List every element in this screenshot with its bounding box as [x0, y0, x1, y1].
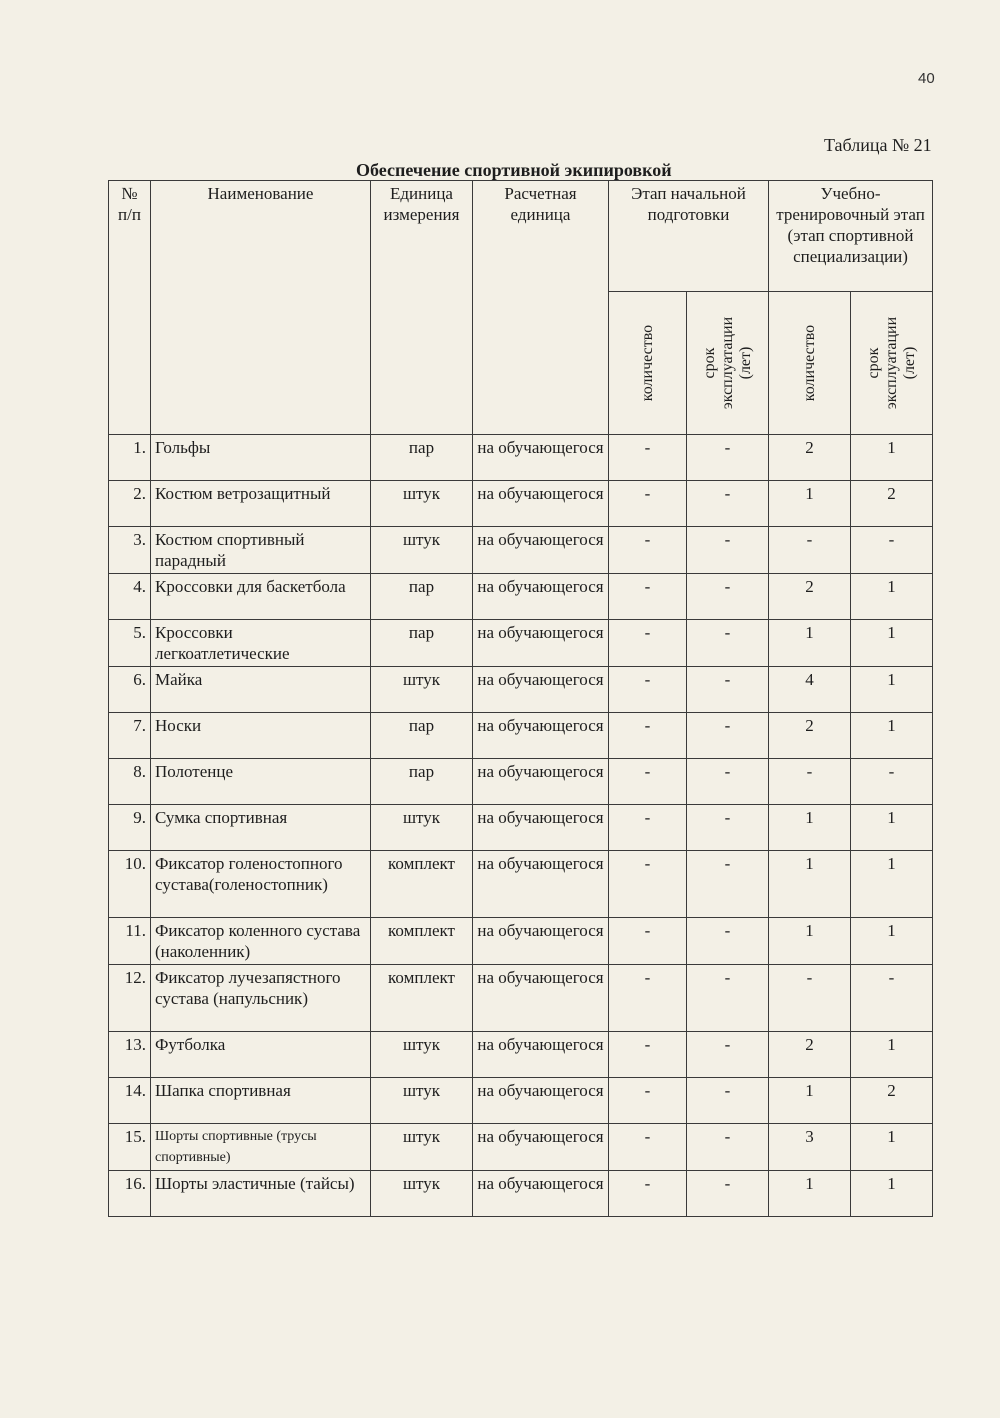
- row-name: Носки: [151, 713, 371, 759]
- table-body: [109, 435, 933, 1217]
- row-quantity-training: 3: [769, 1124, 851, 1171]
- header-unit: Единица измерения: [371, 181, 473, 435]
- row-name: Кроссовки для баскетбола: [151, 574, 371, 620]
- row-calc-unit: на обучающегося: [473, 965, 609, 1032]
- row-service-life-initial: -: [687, 667, 769, 713]
- row-number: 13.: [109, 1032, 151, 1078]
- table-title: Обеспечение спортивной экипировкой: [356, 160, 672, 180]
- row-name: Гольфы: [151, 435, 371, 481]
- table-row: [109, 759, 933, 805]
- row-unit: штук: [371, 481, 473, 527]
- row-service-life-training: -: [851, 527, 933, 574]
- row-service-life-initial: -: [687, 1124, 769, 1171]
- row-quantity-initial: -: [609, 759, 687, 805]
- row-name: Костюм ветрозащитный: [151, 481, 371, 527]
- row-quantity-training: 1: [769, 918, 851, 965]
- row-unit: штук: [371, 1124, 473, 1171]
- row-service-life-initial: -: [687, 481, 769, 527]
- table-row: [109, 713, 933, 759]
- table-row: [109, 574, 933, 620]
- row-quantity-initial: -: [609, 918, 687, 965]
- row-service-life-training: 1: [851, 620, 933, 667]
- row-quantity-training: 2: [769, 1032, 851, 1078]
- row-quantity-training: 1: [769, 1171, 851, 1217]
- row-unit: пар: [371, 713, 473, 759]
- row-quantity-training: -: [769, 527, 851, 574]
- row-quantity-initial: -: [609, 1032, 687, 1078]
- row-unit: штук: [371, 667, 473, 713]
- row-quantity-training: 2: [769, 713, 851, 759]
- header-stage-training: Учебно-тренировочный этап (этап спортивной специализации): [769, 181, 933, 292]
- row-calc-unit: на обучающегося: [473, 1078, 609, 1124]
- table-row: [109, 527, 933, 574]
- row-number: 14.: [109, 1078, 151, 1124]
- row-number: 1.: [109, 435, 151, 481]
- row-service-life-training: 1: [851, 574, 933, 620]
- table-caption: Таблица № 21: [824, 135, 932, 155]
- row-quantity-initial: -: [609, 667, 687, 713]
- row-service-life-initial: -: [687, 1171, 769, 1217]
- row-calc-unit: на обучающегося: [473, 527, 609, 574]
- row-name: Шорты эластичные (тайсы): [151, 1171, 371, 1217]
- row-calc-unit: на обучающегося: [473, 918, 609, 965]
- row-unit: штук: [371, 527, 473, 574]
- table-row: [109, 918, 933, 965]
- row-service-life-training: -: [851, 965, 933, 1032]
- row-quantity-training: 2: [769, 435, 851, 481]
- row-service-life-training: 1: [851, 1124, 933, 1171]
- row-quantity-training: 1: [769, 481, 851, 527]
- row-name: Сумка спортивная: [151, 805, 371, 851]
- row-service-life-training: 1: [851, 805, 933, 851]
- table-row: [109, 481, 933, 527]
- header-num: № п/п: [109, 181, 151, 435]
- row-service-life-initial: -: [687, 620, 769, 667]
- row-number: 2.: [109, 481, 151, 527]
- row-service-life-training: 1: [851, 435, 933, 481]
- row-quantity-training: 1: [769, 805, 851, 851]
- row-number: 4.: [109, 574, 151, 620]
- row-number: 8.: [109, 759, 151, 805]
- row-name: Футболка: [151, 1032, 371, 1078]
- row-service-life-training: 1: [851, 851, 933, 918]
- row-number: 10.: [109, 851, 151, 918]
- row-calc-unit: на обучающегося: [473, 759, 609, 805]
- row-quantity-initial: -: [609, 435, 687, 481]
- row-name: Полотенце: [151, 759, 371, 805]
- row-service-life-initial: -: [687, 759, 769, 805]
- row-service-life-training: 1: [851, 713, 933, 759]
- equipment-table: [108, 180, 933, 1217]
- row-service-life-initial: -: [687, 1032, 769, 1078]
- row-name: Фиксатор голеностопного сустава(голеностопник): [151, 851, 371, 918]
- row-unit: комплект: [371, 918, 473, 965]
- page-number: 40: [918, 70, 935, 87]
- header-quantity-1: количество: [609, 292, 687, 435]
- row-number: 16.: [109, 1171, 151, 1217]
- row-calc-unit: на обучающегося: [473, 620, 609, 667]
- row-calc-unit: на обучающегося: [473, 574, 609, 620]
- row-calc-unit: на обучающегося: [473, 713, 609, 759]
- row-calc-unit: на обучающегося: [473, 851, 609, 918]
- row-unit: пар: [371, 759, 473, 805]
- table-row: [109, 1032, 933, 1078]
- row-calc-unit: на обучающегося: [473, 435, 609, 481]
- header-service-life-2: срок эксплуатации (лет): [851, 292, 933, 435]
- row-number: 11.: [109, 918, 151, 965]
- table-row: [109, 435, 933, 481]
- row-service-life-training: 2: [851, 481, 933, 527]
- row-service-life-initial: -: [687, 805, 769, 851]
- row-quantity-initial: -: [609, 965, 687, 1032]
- header-stage-initial: Этап начальной подготовки: [609, 181, 769, 292]
- row-calc-unit: на обучающегося: [473, 1124, 609, 1171]
- row-unit: комплект: [371, 965, 473, 1032]
- row-name: Шорты спортивные (трусы спортивные): [151, 1124, 371, 1171]
- row-quantity-training: 1: [769, 1078, 851, 1124]
- row-service-life-initial: -: [687, 918, 769, 965]
- row-service-life-training: 1: [851, 918, 933, 965]
- row-quantity-training: -: [769, 759, 851, 805]
- row-quantity-initial: -: [609, 1078, 687, 1124]
- table-row: [109, 620, 933, 667]
- row-service-life-initial: -: [687, 527, 769, 574]
- row-service-life-initial: -: [687, 713, 769, 759]
- row-number: 6.: [109, 667, 151, 713]
- row-unit: штук: [371, 1171, 473, 1217]
- row-number: 9.: [109, 805, 151, 851]
- row-service-life-initial: -: [687, 1078, 769, 1124]
- row-service-life-training: 1: [851, 1032, 933, 1078]
- row-unit: штук: [371, 805, 473, 851]
- row-quantity-initial: -: [609, 527, 687, 574]
- row-quantity-training: 4: [769, 667, 851, 713]
- row-unit: штук: [371, 1078, 473, 1124]
- row-name: Фиксатор лучезапястного сустава (напульсник): [151, 965, 371, 1032]
- row-quantity-initial: -: [609, 1124, 687, 1171]
- header-service-life-1: срок эксплуатации (лет): [687, 292, 769, 435]
- row-number: 12.: [109, 965, 151, 1032]
- row-quantity-training: 1: [769, 620, 851, 667]
- row-quantity-training: 1: [769, 851, 851, 918]
- row-quantity-training: -: [769, 965, 851, 1032]
- row-number: 3.: [109, 527, 151, 574]
- row-number: 5.: [109, 620, 151, 667]
- row-quantity-initial: -: [609, 805, 687, 851]
- row-service-life-training: -: [851, 759, 933, 805]
- row-service-life-initial: -: [687, 965, 769, 1032]
- row-name: Майка: [151, 667, 371, 713]
- row-name: Шапка спортивная: [151, 1078, 371, 1124]
- table-row: [109, 965, 933, 1032]
- row-name: Фиксатор коленного сустава (наколенник): [151, 918, 371, 965]
- row-service-life-initial: -: [687, 574, 769, 620]
- row-calc-unit: на обучающегося: [473, 481, 609, 527]
- table-row: [109, 667, 933, 713]
- row-calc-unit: на обучающегося: [473, 805, 609, 851]
- table-row: [109, 851, 933, 918]
- table-row: [109, 1171, 933, 1217]
- row-quantity-initial: -: [609, 481, 687, 527]
- row-unit: пар: [371, 435, 473, 481]
- row-calc-unit: на обучающегося: [473, 667, 609, 713]
- row-service-life-initial: -: [687, 435, 769, 481]
- row-calc-unit: на обучающегося: [473, 1032, 609, 1078]
- row-name: Костюм спортивный парадный: [151, 527, 371, 574]
- row-quantity-initial: -: [609, 620, 687, 667]
- row-service-life-training: 1: [851, 667, 933, 713]
- row-quantity-initial: -: [609, 574, 687, 620]
- row-unit: пар: [371, 574, 473, 620]
- table-row: [109, 1124, 933, 1171]
- row-number: 15.: [109, 1124, 151, 1171]
- row-unit: комплект: [371, 851, 473, 918]
- header-calc-unit: Расчетная единица: [473, 181, 609, 435]
- row-quantity-initial: -: [609, 713, 687, 759]
- row-quantity-initial: -: [609, 851, 687, 918]
- row-unit: пар: [371, 620, 473, 667]
- header-quantity-2: количество: [769, 292, 851, 435]
- row-service-life-training: 2: [851, 1078, 933, 1124]
- row-quantity-training: 2: [769, 574, 851, 620]
- row-service-life-training: 1: [851, 1171, 933, 1217]
- row-unit: штук: [371, 1032, 473, 1078]
- row-quantity-initial: -: [609, 1171, 687, 1217]
- row-calc-unit: на обучающегося: [473, 1171, 609, 1217]
- table-header: [109, 181, 933, 435]
- row-name: Кроссовки легкоатлетические: [151, 620, 371, 667]
- table-row: [109, 1078, 933, 1124]
- row-service-life-initial: -: [687, 851, 769, 918]
- row-number: 7.: [109, 713, 151, 759]
- header-name: Наименование: [151, 181, 371, 435]
- table-row: [109, 805, 933, 851]
